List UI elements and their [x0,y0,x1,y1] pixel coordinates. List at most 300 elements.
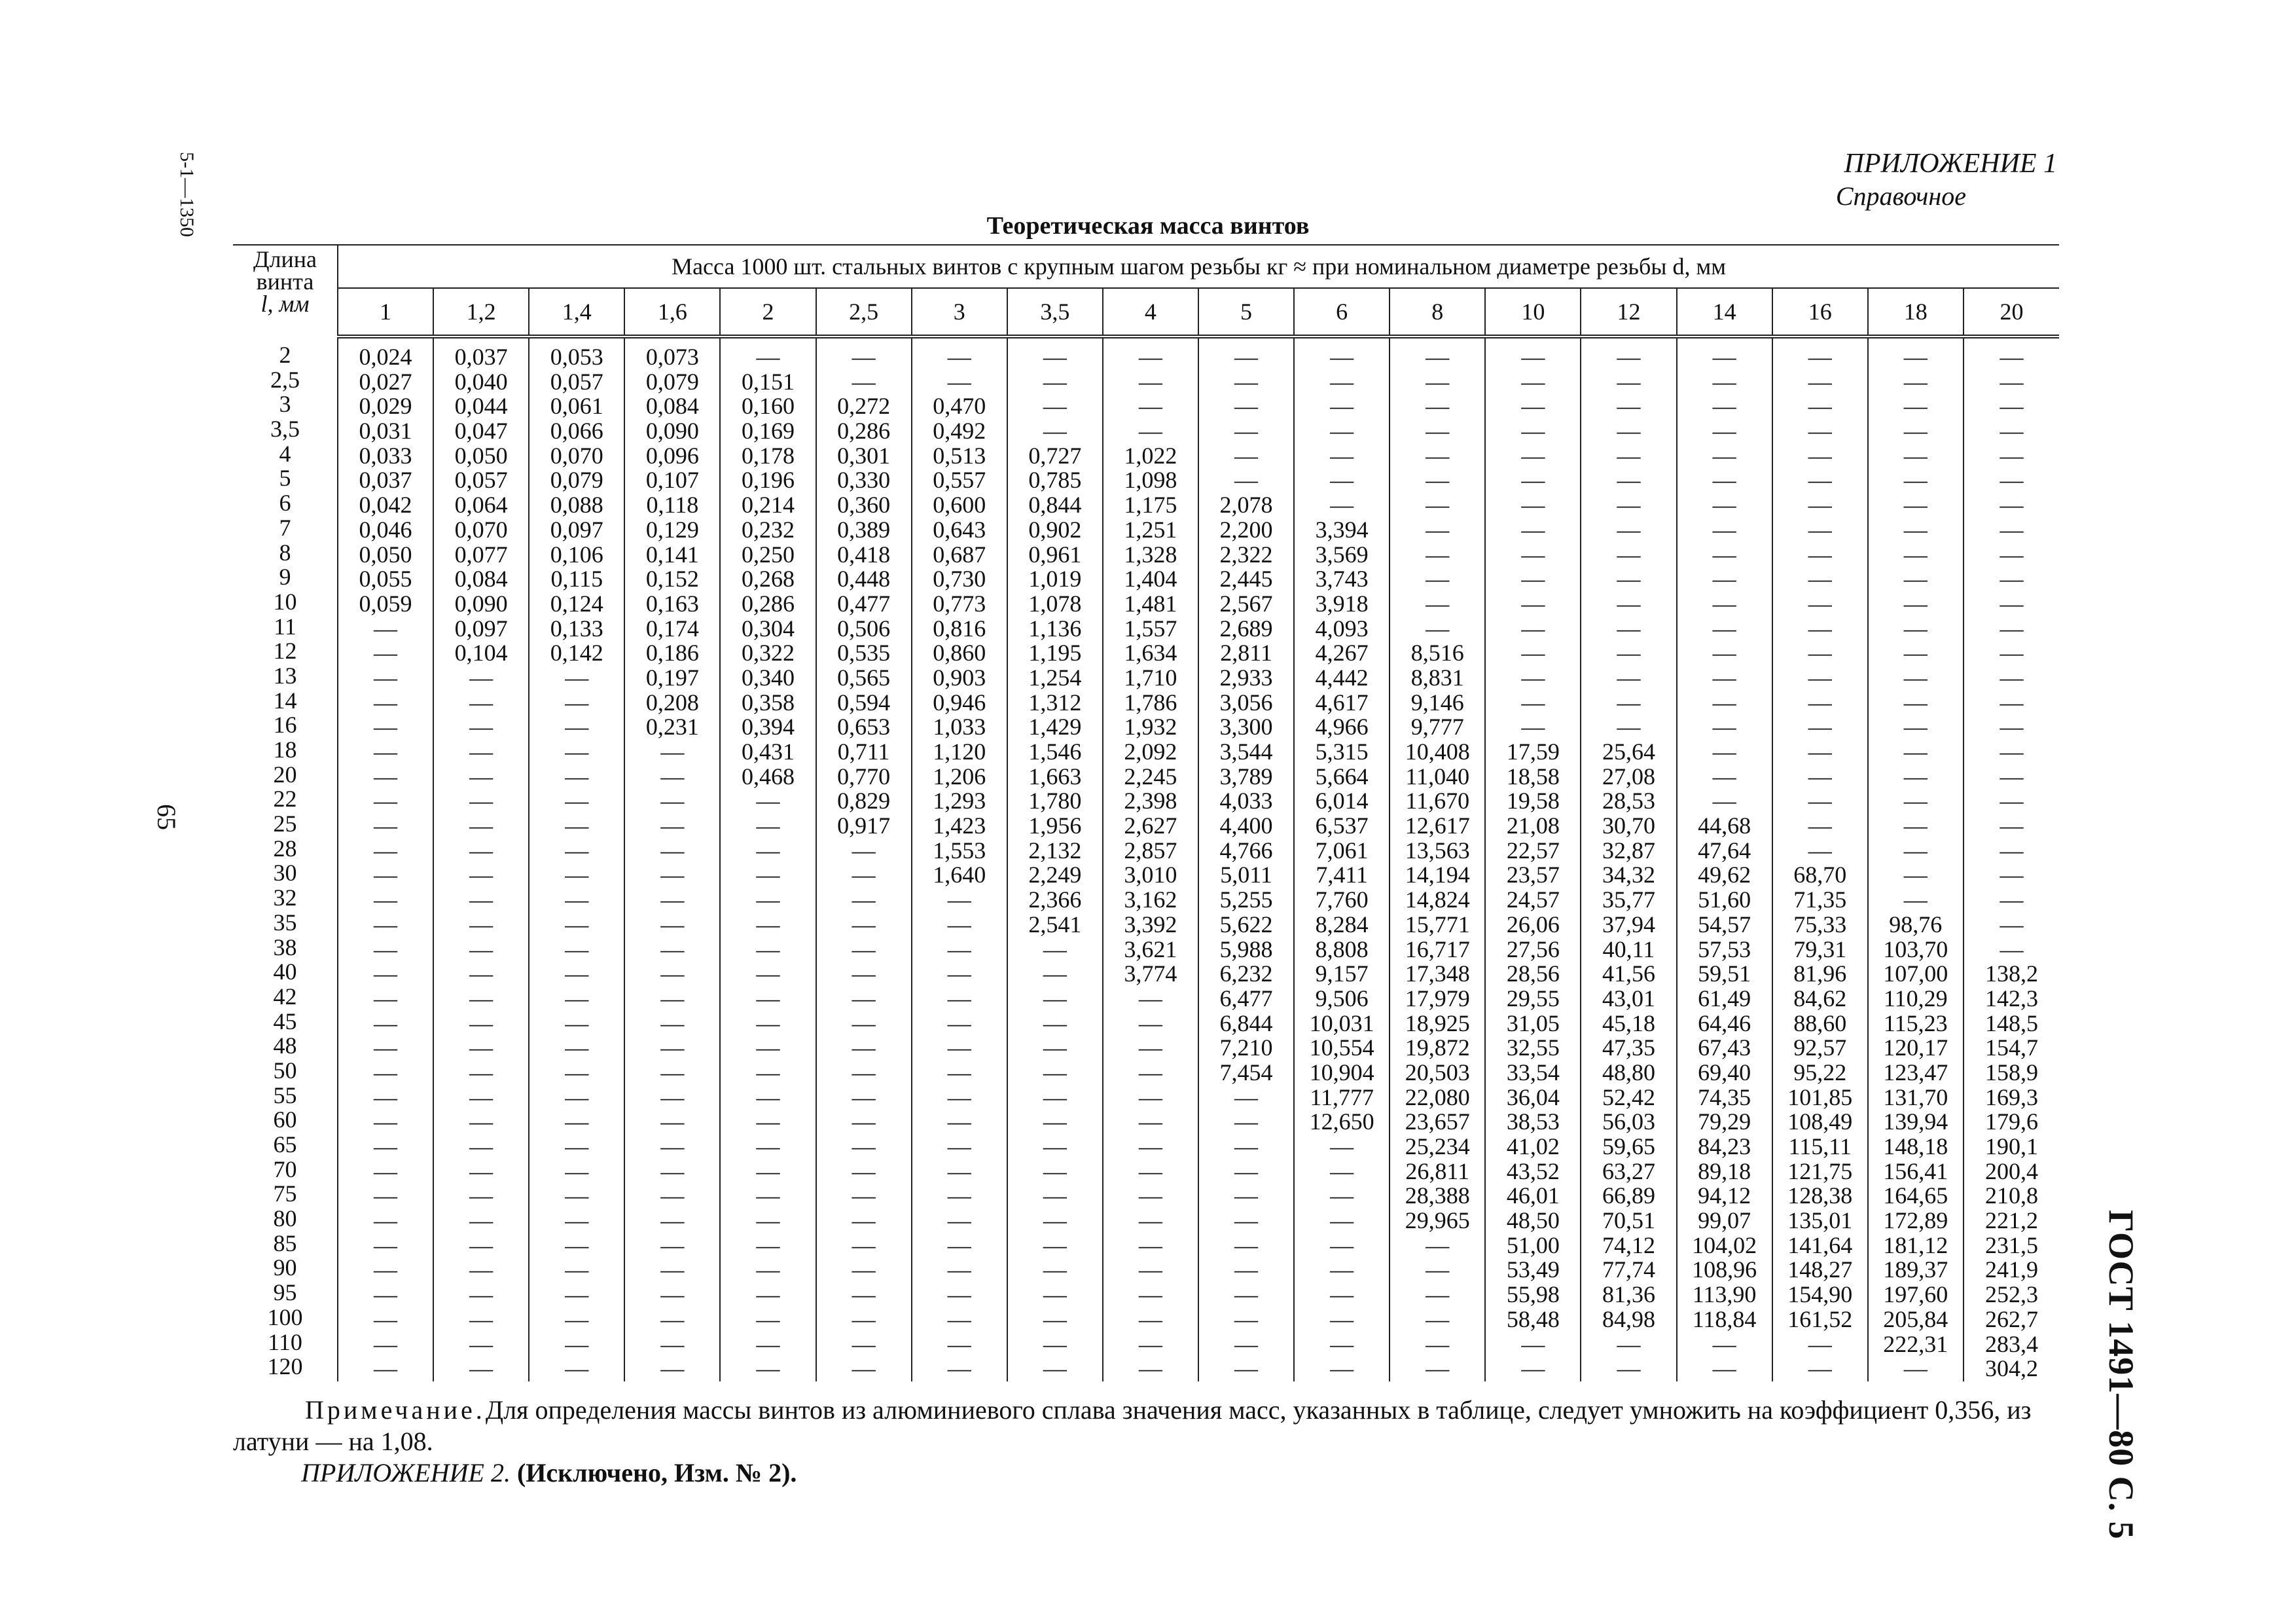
mass-value: 12,617 [1405,812,1470,839]
length-value: 70 [273,1156,297,1182]
mass-value: 5,664 [1315,763,1369,790]
mass-value: 19,58 [1506,788,1560,814]
mass-value: 28,53 [1602,788,1655,814]
length-value: 120 [267,1353,303,1380]
mass-value: 56,03 [1602,1108,1655,1135]
mass-value: 0,773 [933,590,986,617]
mass-value: 3,392 [1124,911,1177,938]
mass-value: — [1138,1158,1162,1184]
mass-value: — [469,714,493,740]
mass-value: 75,33 [1793,911,1847,938]
appendix-2-label: ПРИЛОЖЕНИЕ 2. [301,1458,511,1487]
diameter-header: 3 [912,288,1007,337]
mass-value: — [1521,418,1545,445]
mass-value: 0,024 [359,344,412,370]
mass-value: — [2000,640,2024,666]
mass-value: — [374,837,398,864]
mass-value: 169,3 [1984,1084,2038,1110]
mass-value: — [660,812,685,839]
mass-value: — [1617,664,1641,691]
mass-value: 23,57 [1506,862,1560,888]
mass-value: — [1521,640,1545,666]
mass-value: — [1903,862,1928,888]
mass-value: — [1138,1207,1162,1234]
mass-value: — [1043,1010,1067,1036]
mass-value: — [1617,393,1641,420]
mass-value: 107,00 [1883,960,1948,987]
mass-value: — [565,1256,589,1283]
mass-value: — [1808,640,1832,666]
mass-value: — [374,911,398,938]
mass-value: — [1330,1133,1354,1159]
mass-value: 67,43 [1698,1034,1751,1061]
mass-value: 154,7 [1984,1034,2038,1061]
mass-value: 252,3 [1984,1281,2038,1308]
length-value: 14 [273,687,297,714]
mass-value: 0,418 [837,541,891,568]
mass-value: — [469,886,493,913]
mass-value: 154,90 [1787,1281,1853,1308]
mass-value: — [852,837,876,864]
mass-values-column [1008,338,1102,1381]
length-value: 12 [273,638,297,665]
mass-value: — [565,1034,589,1061]
mass-value: 22,080 [1405,1084,1470,1110]
mass-value: — [756,812,780,839]
mass-value: 2,200 [1219,516,1273,543]
mass-value: — [1808,418,1832,445]
mass-value: 0,040 [454,368,508,395]
mass-value: — [1330,1281,1354,1308]
mass-value: — [2000,911,2024,938]
mass-value: 222,31 [1883,1330,1948,1357]
length-value: 10 [273,588,297,615]
mass-value: — [374,812,398,839]
mass-value: — [1330,1305,1354,1332]
mass-value: — [1808,1355,1832,1382]
mass-value: 0,903 [933,664,986,691]
mass-value: — [1138,1108,1162,1135]
mass-value: 0,197 [645,664,699,691]
mass-value: 20,503 [1405,1059,1470,1085]
mass-value: — [1903,467,1928,494]
mass-value: — [756,1059,780,1085]
mass-value: — [2000,739,2024,765]
mass-value: — [565,911,589,938]
mass-value: — [374,689,398,716]
mass-values-column [1103,338,1198,1381]
mass-value: 108,49 [1787,1108,1853,1135]
mass-value: — [1808,467,1832,494]
mass-value: — [1521,714,1545,740]
mass-value: — [2000,936,2024,962]
mass-value: 31,05 [1506,1010,1560,1036]
mass-value: — [1043,1158,1067,1184]
mass-value: — [852,936,876,962]
mass-value: 0,057 [550,368,603,395]
mass-value: — [2000,763,2024,790]
length-value: 48 [273,1032,297,1059]
length-value: 65 [273,1131,297,1158]
mass-value: — [756,1133,780,1159]
mass-value: — [2000,689,2024,716]
mass-value: — [756,1231,780,1258]
mass-values-column [1295,338,1389,1381]
mass-value: 0,711 [837,739,890,765]
mass-value: — [1903,689,1928,716]
length-value: 50 [273,1057,297,1084]
mass-value: — [1521,492,1545,519]
mass-value: — [1808,714,1832,740]
mass-value: — [852,1207,876,1234]
mass-value: 0,141 [645,541,699,568]
mass-value: 70,51 [1602,1207,1655,1234]
mass-value: — [1426,1231,1450,1258]
mass-values-column [912,338,1007,1381]
mass-value: — [374,1010,398,1036]
mass-value: — [1712,541,1736,568]
mass-value: — [947,911,971,938]
mass-value: 27,08 [1602,763,1655,790]
mass-value: — [947,1355,971,1382]
mass-value: — [374,862,398,888]
mass-value: — [1330,1158,1354,1184]
length-value: 9 [279,564,291,591]
mass-value: 3,300 [1219,714,1273,740]
mass-values-cell [1677,337,1772,1381]
mass-value: 0,785 [1028,467,1082,494]
mass-value: 32,55 [1506,1034,1560,1061]
mass-value: — [374,1133,398,1159]
mass-value: 1,312 [1028,689,1082,716]
mass-value: 0,394 [741,714,795,740]
mass-value: — [1330,1355,1354,1382]
diameter-header: 3,5 [1007,288,1103,337]
mass-value: — [1138,1355,1162,1382]
mass-value: — [1330,1231,1354,1258]
mass-value: — [947,368,971,395]
mass-value: — [2000,467,2024,494]
mass-value: 1,022 [1124,442,1177,469]
mass-value: — [852,911,876,938]
mass-value: 158,9 [1984,1059,2038,1085]
mass-value: 2,933 [1219,664,1273,691]
mass-value: — [1808,788,1832,814]
diameter-header: 2 [720,288,816,337]
mass-value: 4,400 [1219,812,1273,839]
mass-value: — [852,1256,876,1283]
mass-value: — [756,1305,780,1332]
mass-value: — [1903,812,1928,839]
mass-value: 189,37 [1883,1256,1948,1283]
mass-value: 0,057 [454,467,508,494]
mass-value: — [756,936,780,962]
mass-value: 6,014 [1315,788,1369,814]
mass-value: — [1617,368,1641,395]
mass-value: 179,6 [1984,1108,2038,1135]
mass-value: 1,553 [933,837,986,864]
mass-value: 148,5 [1984,1010,2038,1036]
mass-value: 84,98 [1602,1305,1655,1332]
mass-value: 6,477 [1219,985,1273,1012]
standard-designation: ГОСТ 1491—80 С. 5 [2102,1210,2141,1540]
mass-value: — [660,1133,685,1159]
mass-value: 0,917 [837,812,891,839]
mass-value: 0,118 [646,492,699,519]
mass-value: — [2000,615,2024,642]
mass-value: — [660,1182,685,1209]
mass-value: — [1330,368,1354,395]
mass-value: 0,029 [359,393,412,420]
mass-value: 10,408 [1405,739,1470,765]
mass-value: 0,096 [645,442,699,469]
mass-value: 0,151 [741,368,795,395]
mass-value: — [1330,1330,1354,1357]
length-value: 75 [273,1180,297,1207]
mass-value: 10,554 [1309,1034,1374,1061]
mass-value: — [565,886,589,913]
mass-value: — [565,664,589,691]
mass-value: 81,96 [1793,960,1847,987]
mass-value: — [947,936,971,962]
mass-value: — [1234,1231,1259,1258]
mass-values-cell [1964,337,2059,1381]
mass-value: 34,32 [1602,862,1655,888]
mass-value: — [1617,516,1641,543]
mass-value: — [756,911,780,938]
mass-value: — [756,837,780,864]
mass-value: 22,57 [1506,837,1560,864]
mass-value: 26,06 [1506,911,1560,938]
mass-value: — [2000,837,2024,864]
mass-value: — [1043,1207,1067,1234]
length-value: 3,5 [270,416,300,443]
mass-value: — [565,960,589,987]
mass-value: 197,60 [1883,1281,1948,1308]
mass-value: 164,65 [1883,1182,1948,1209]
mass-value: 0,231 [645,714,699,740]
mass-value: 142,3 [1984,985,2038,1012]
mass-value: 9,777 [1410,714,1464,740]
mass-values-cell [720,337,816,1381]
mass-value: 41,56 [1602,960,1655,987]
length-value: 28 [273,835,297,862]
mass-value: — [1712,615,1736,642]
mass-value: 3,162 [1124,886,1177,913]
length-value: 42 [273,983,297,1010]
mass-value: — [565,812,589,839]
mass-value: 0,844 [1028,492,1082,519]
mass-value: — [852,886,876,913]
mass-value: 35,77 [1602,886,1655,913]
mass-value: — [374,615,398,642]
mass-value: — [1521,368,1545,395]
mass-value: 304,2 [1984,1355,2038,1382]
mass-value: — [1521,615,1545,642]
diameter-header: 1,6 [624,288,720,337]
mass-value: — [1330,442,1354,469]
mass-value: — [2000,788,2024,814]
mass-value: — [2000,368,2024,395]
mass-value: 29,965 [1405,1207,1470,1234]
mass-value: — [947,886,971,913]
mass-value: 7,411 [1316,862,1368,888]
mass-value: — [1426,492,1450,519]
mass-value: — [1617,442,1641,469]
mass-value: 2,398 [1124,788,1177,814]
mass-value: — [1138,1281,1162,1308]
mass-value: — [1330,492,1354,519]
mass-value: — [374,960,398,987]
diameter-header: 1,4 [529,288,624,337]
mass-span-header: Масса 1000 шт. стальных винтов с крупным шагом резьбы кг ≈ при номинальном диаметре резьбы d, мм [338,245,2059,288]
mass-value: — [469,1010,493,1036]
mass-value: 0,186 [645,640,699,666]
mass-value: — [756,862,780,888]
mass-value: — [1712,689,1736,716]
mass-value: — [565,1330,589,1357]
mass-value: — [565,1355,589,1382]
mass-value: — [1903,640,1928,666]
mass-value: — [1712,1330,1736,1357]
mass-value: — [1903,1355,1928,1382]
mass-value: — [1712,344,1736,370]
mass-value: 11,670 [1405,788,1470,814]
mass-value: — [660,763,685,790]
mass-value: 0,133 [550,615,603,642]
mass-value: 0,046 [359,516,412,543]
mass-value: 2,249 [1028,862,1082,888]
mass-value: 29,55 [1506,985,1560,1012]
mass-value: — [1521,566,1545,593]
mass-value: — [469,862,493,888]
mass-value: — [756,1182,780,1209]
mass-value: 49,62 [1698,862,1751,888]
mass-value: — [1617,640,1641,666]
diameter-header: 20 [1964,288,2059,337]
mass-value: — [1043,1231,1067,1258]
mass-value: — [374,788,398,814]
mass-value: — [1043,1330,1067,1357]
mass-value: — [1234,1182,1259,1209]
mass-values-cell [1581,337,1676,1381]
mass-value: 0,232 [741,516,795,543]
mass-value: 1,033 [933,714,986,740]
mass-value: 0,088 [550,492,603,519]
mass-value: 0,286 [837,418,891,445]
mass-value: — [469,1158,493,1184]
mass-value: — [1617,344,1641,370]
mass-value: — [1043,1059,1067,1085]
mass-value: 0,115 [550,566,603,593]
mass-value: — [1903,886,1928,913]
mass-value: 131,70 [1883,1084,1948,1110]
mass-value: — [1043,1281,1067,1308]
mass-value: 0,208 [645,689,699,716]
mass-value: — [1521,664,1545,691]
mass-value: — [660,1355,685,1382]
mass-value: 110,29 [1883,985,1948,1012]
mass-value: — [1426,442,1450,469]
mass-value: 0,816 [933,615,986,642]
mass-value: 1,429 [1028,714,1082,740]
mass-value: 53,49 [1506,1256,1560,1283]
mass-value: 0,513 [933,442,986,469]
mass-value: 63,27 [1602,1158,1655,1184]
mass-value: 210,8 [1984,1182,2038,1209]
mass-values-cell [433,337,529,1381]
length-value: 2,5 [270,366,300,393]
length-value: 110 [268,1328,302,1355]
mass-value: — [1521,1355,1545,1382]
mass-value: — [947,1281,971,1308]
mass-value: 24,57 [1506,886,1560,913]
mass-value: 94,12 [1698,1182,1751,1209]
mass-values-cell [624,337,720,1381]
mass-value: — [1043,960,1067,987]
mass-value: — [947,1231,971,1258]
length-header-line: l, мм [260,291,310,317]
length-value: 8 [279,539,291,566]
mass-value: — [374,1059,398,1085]
mass-value: — [1426,1305,1450,1332]
mass-value: 0,470 [933,393,986,420]
mass-value: 1,078 [1028,590,1082,617]
mass-value: — [1330,1182,1354,1209]
mass-value: 27,56 [1506,936,1560,962]
mass-value: 9,157 [1315,960,1369,987]
mass-value: 0,084 [645,393,699,420]
length-header-line: винта [256,268,314,295]
mass-value: 3,569 [1315,541,1369,568]
mass-value: — [469,1034,493,1061]
mass-value: 48,80 [1602,1059,1655,1085]
mass-value: — [1234,1133,1259,1159]
mass-value: 61,49 [1698,985,1751,1012]
mass-value: — [469,1182,493,1209]
mass-value: 59,65 [1602,1133,1655,1159]
mass-value: — [756,985,780,1012]
mass-value: — [469,1305,493,1332]
mass-value: — [1234,1281,1259,1308]
mass-value: 36,04 [1506,1084,1560,1110]
mass-value: — [565,689,589,716]
mass-value: 19,872 [1405,1034,1470,1061]
mass-value: — [565,1108,589,1135]
mass-value: 8,516 [1410,640,1464,666]
mass-value: — [1712,492,1736,519]
mass-value: 0,196 [741,467,795,494]
mass-value: 43,52 [1506,1158,1560,1184]
mass-value: — [374,1182,398,1209]
mass-values-column [1486,338,1580,1381]
mass-value: — [852,1010,876,1036]
mass-value: 0,770 [837,763,891,790]
mass-value: 57,53 [1698,936,1751,962]
mass-value: — [1138,368,1162,395]
mass-value: — [1234,1108,1259,1135]
mass-value: — [1138,1182,1162,1209]
mass-value: 7,210 [1219,1034,1273,1061]
mass-value: — [374,1231,398,1258]
mass-value: 135,01 [1787,1207,1853,1234]
mass-value: 4,442 [1315,664,1369,691]
mass-value: 0,163 [645,590,699,617]
mass-value: 0,565 [837,664,891,691]
length-value: 11 [274,613,296,640]
mass-value: — [1330,1207,1354,1234]
mass-value: — [852,368,876,395]
